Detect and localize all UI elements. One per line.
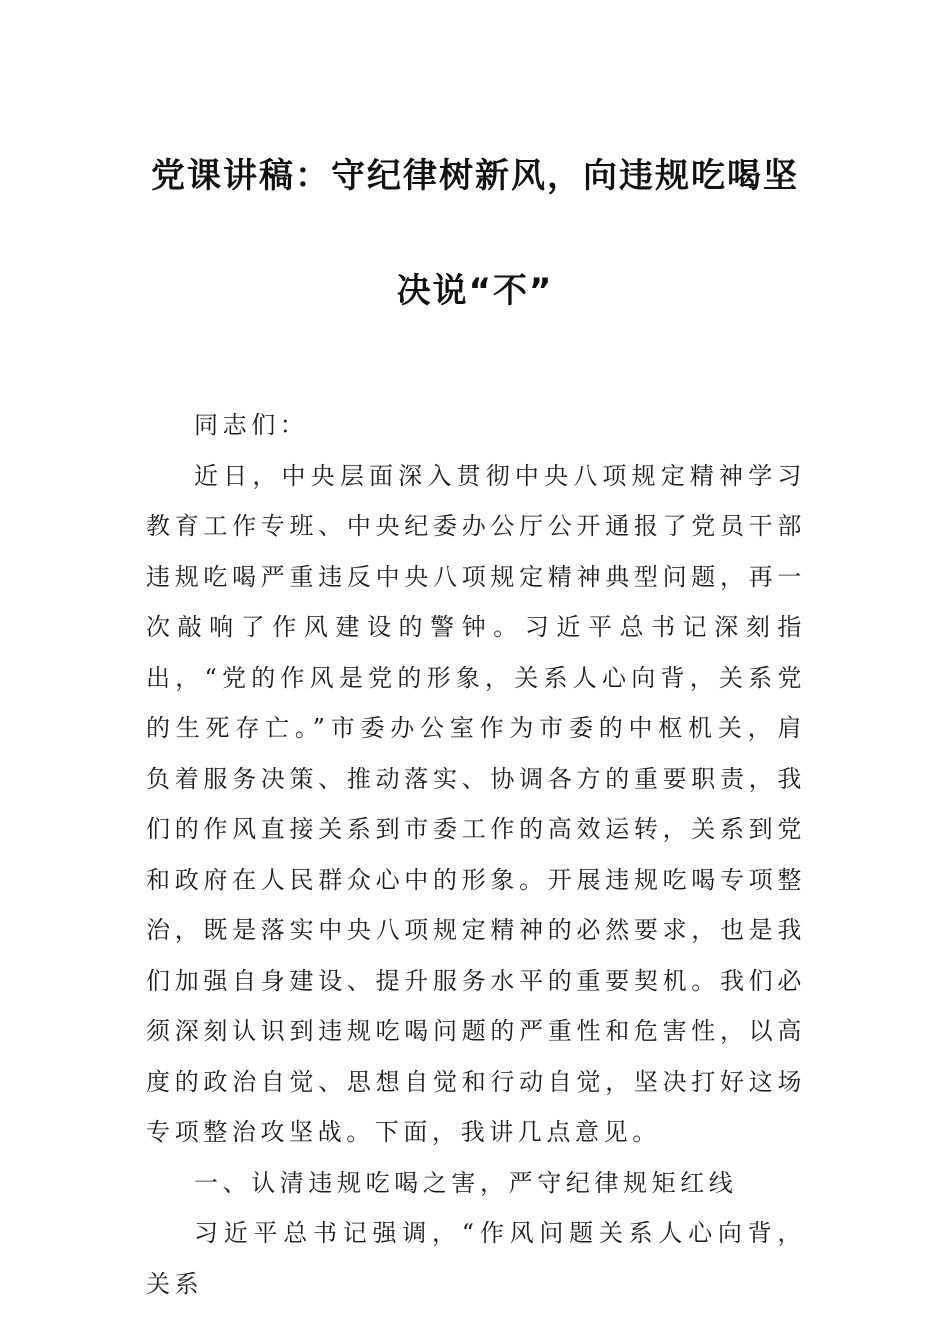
paragraph-2: 习近平总书记强调，“作风问题关系人心向背，关系 — [146, 1219, 806, 1298]
section-1-heading: 一、认清违规吃喝之害，严守纪律规矩红线 — [194, 1168, 738, 1197]
document-body — [146, 400, 806, 1309]
paragraph-1: 近日，中央层面深入贯彻中央八项规定精神学习教育工作专班、中央纪委办公厅公开通报了党员干部违规吃喝严重违反中央八项规定精神典型问题，再一次敲响了作风建设的警钟。习近平总书记深刻指出，“党的作风是党的形象，关系人心向背，关系党的生死存亡。”市委办公室作为市委的中枢机关，肩负着服务决策、推动落实、协调各方的重要职责，我们的作风直接关系到市委工作的高效运转，关系到党和政府在人民群众心中的形象。开展违规吃喝专项整治，既是落实中央八项规定精神的必然要求，也是我们加强自身建设、提升服务水平的重要契机。我们必须深刻认识到违规吃喝问题的严重性和危害性，以高度的政治自觉、思想自觉和行动自觉，坚决打好这场专项整治攻坚战。下面，我讲几点意见。 — [146, 461, 806, 1146]
document-title-line-2: 决说“不” — [396, 271, 554, 311]
document-title-line-1: 党课讲稿：守纪律树新风，向违规吃喝坚 — [151, 156, 799, 196]
salutation: 同志们： — [194, 411, 309, 439]
